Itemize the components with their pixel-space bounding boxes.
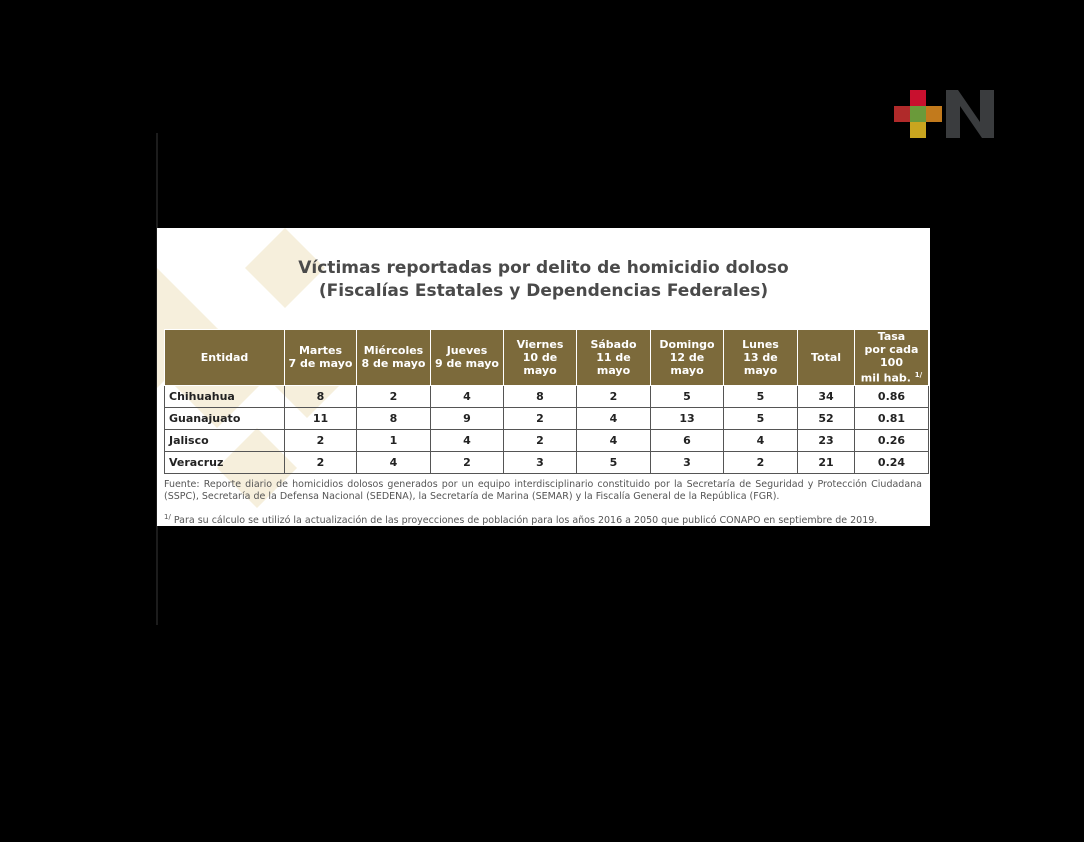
header-day: Sábado	[590, 337, 637, 351]
header-label-3: mil hab.	[860, 371, 911, 385]
table-cell: 5	[577, 451, 651, 473]
header-lunes	[724, 330, 798, 386]
header-domingo	[651, 330, 724, 386]
cell-entidad: Jalisco	[165, 429, 285, 451]
logo-square-bottom	[910, 122, 926, 138]
header-entidad	[165, 330, 285, 386]
cell-entidad: Veracruz	[165, 451, 285, 473]
table-cell: 2	[577, 385, 651, 407]
cell-tasa: 0.81	[855, 407, 929, 429]
table-cell: 5	[651, 385, 724, 407]
header-day: Lunes	[742, 337, 779, 351]
table-cell: 2	[504, 429, 577, 451]
table-cell: 4	[431, 429, 504, 451]
table-cell: 5	[724, 407, 798, 429]
header-date: 13 de mayo	[743, 350, 778, 377]
header-day: Domingo	[659, 337, 715, 351]
table-cell: 6	[651, 429, 724, 451]
table-cell: 9	[431, 407, 504, 429]
channel-logo	[894, 90, 994, 138]
table-cell: 2	[504, 407, 577, 429]
header-martes	[285, 330, 357, 386]
header-total	[798, 330, 855, 386]
logo-square-center	[910, 106, 926, 122]
cell-total: 34	[798, 385, 855, 407]
calc-footnote-text: Para su cálculo se utilizó la actualización de las proyecciones de población para los años 2016 a 2050 que publicó CONAPO en septiembre de 2019.	[173, 515, 878, 526]
footnote-marker: 1/	[164, 513, 171, 521]
logo-letter-n	[946, 90, 994, 138]
report-title-line2: (Fiscalías Estatales y Dependencias Federales)	[318, 281, 769, 301]
table-cell: 2	[285, 451, 357, 473]
table-cell: 8	[357, 407, 431, 429]
cell-total: 52	[798, 407, 855, 429]
header-viernes	[504, 330, 577, 386]
homicide-table	[164, 329, 929, 474]
calc-footnote	[164, 513, 924, 526]
header-date: 7 de mayo	[288, 357, 353, 371]
cell-entidad: Chihuahua	[165, 385, 285, 407]
header-date: 10 de mayo	[522, 350, 558, 377]
table-cell: 13	[651, 407, 724, 429]
table-cell: 2	[285, 429, 357, 451]
cell-total: 23	[798, 429, 855, 451]
cell-tasa: 0.24	[855, 451, 929, 473]
header-label: Tasa	[877, 330, 906, 343]
logo-square-top	[910, 90, 926, 106]
header-miercoles	[357, 330, 431, 386]
header-date: 12 de mayo	[669, 350, 705, 377]
cell-tasa: 0.86	[855, 385, 929, 407]
table-cell: 2	[431, 451, 504, 473]
table-cell: 2	[357, 385, 431, 407]
header-jueves	[431, 330, 504, 386]
table-cell: 2	[724, 451, 798, 473]
table-cell: 3	[504, 451, 577, 473]
logo-square-left	[894, 106, 910, 122]
header-sabado	[577, 330, 651, 386]
header-day: Martes	[298, 344, 343, 358]
table-cell: 5	[724, 385, 798, 407]
cell-tasa: 0.26	[855, 429, 929, 451]
table-cell: 8	[285, 385, 357, 407]
table-header-row	[165, 330, 929, 386]
logo-square-right	[926, 106, 942, 122]
cell-total: 21	[798, 451, 855, 473]
table-cell: 8	[504, 385, 577, 407]
table-cell: 4	[577, 429, 651, 451]
table-cell: 11	[285, 407, 357, 429]
header-date: 11 de mayo	[596, 350, 631, 377]
header-label: Total	[810, 350, 842, 364]
cell-entidad: Guanajuato	[165, 407, 285, 429]
table-cell: 4	[431, 385, 504, 407]
footnote-marker: 1/	[914, 371, 923, 379]
table-row	[165, 407, 929, 429]
table-cell: 4	[724, 429, 798, 451]
report-card	[157, 228, 930, 526]
header-tasa	[855, 330, 929, 386]
table-cell: 1	[357, 429, 431, 451]
table-cell: 3	[651, 451, 724, 473]
table-row	[165, 429, 929, 451]
tn-logo-icon	[894, 90, 994, 138]
header-label: Entidad	[200, 350, 249, 364]
header-day: Viernes	[516, 337, 564, 351]
source-footnote: Fuente: Reporte diario de homicidios dolosos generados por un equipo interdisciplinario constituido por la Secretaría de Seguridad y Protección Ciudadana (SSPC), Secretaría de la Defensa Nacional (SEDENA), la Secretaría de Marina (SEMAR) y la Fiscalía General de la República (FGR).	[164, 479, 922, 502]
table-cell: 4	[577, 407, 651, 429]
table-row	[165, 385, 929, 407]
table-row	[165, 451, 929, 473]
header-label-2: por cada 100	[864, 343, 919, 369]
header-day: Miércoles	[363, 344, 424, 358]
report-title-line1: Víctimas reportadas por delito de homicidio doloso	[298, 258, 789, 278]
header-date: 8 de mayo	[361, 357, 426, 371]
header-day: Jueves	[446, 344, 488, 358]
header-date: 9 de mayo	[435, 357, 499, 371]
table-cell: 4	[357, 451, 431, 473]
